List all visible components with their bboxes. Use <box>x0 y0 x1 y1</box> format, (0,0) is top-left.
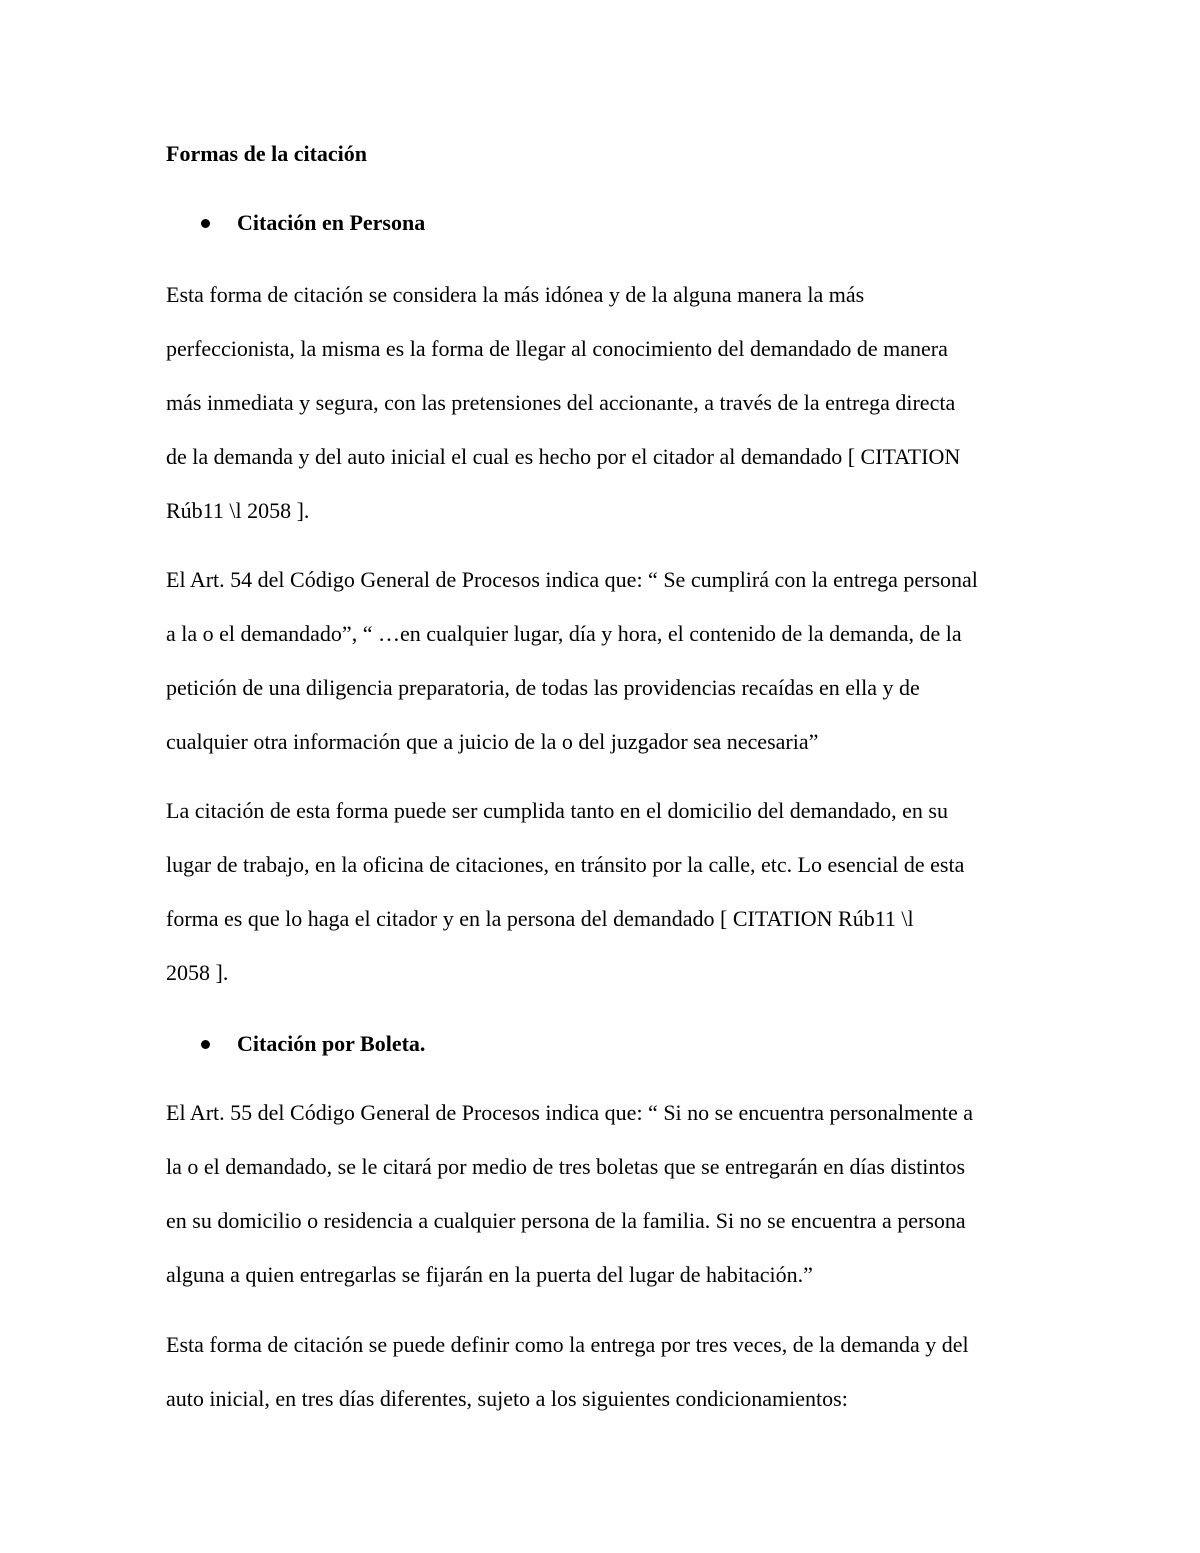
paragraph-line: a la o el demandado”, “ …en cualquier lugar, día y hora, el contenido de la demanda, de la <box>166 621 962 646</box>
paragraph-line: El Art. 54 del Código General de Procesos indica que: “ Se cumplirá con la entrega personal <box>166 567 978 592</box>
bullet-icon <box>201 1040 210 1049</box>
paragraph-line: forma es que lo haga el citador y en la persona del demandado [ CITATION Rúb11 \l <box>166 906 914 931</box>
paragraph-line: la o el demandado, se le citará por medio de tres boletas que se entregarán en días distintos <box>166 1154 966 1179</box>
paragraph-line: alguna a quien entregarlas se fijarán en la puerta del lugar de habitación.” <box>166 1262 813 1287</box>
paragraph-line: petición de una diligencia preparatoria, de todas las providencias recaídas en ella y de <box>166 675 920 700</box>
paragraph-line: El Art. 55 del Código General de Procesos indica que: “ Si no se encuentra personalmente a <box>166 1100 974 1125</box>
paragraph-line: Esta forma de citación se considera la más idónea y de la alguna manera la más <box>166 282 865 307</box>
paragraph-line: cualquier otra información que a juicio de la o del juzgador sea necesaria” <box>166 729 819 754</box>
paragraph-line: de la demanda y del auto inicial el cual es hecho por el citador al demandado [ CITATION <box>166 444 961 469</box>
bullet-icon <box>201 219 210 228</box>
paragraph-line: Esta forma de citación se puede definir como la entrega por tres veces, de la demanda y del <box>166 1332 969 1357</box>
paragraph-line: Rúb11 \l 2058 ]. <box>166 498 310 523</box>
paragraph-line: La citación de esta forma puede ser cumplida tanto en el domicilio del demandado, en su <box>166 798 948 823</box>
paragraph-line: auto inicial, en tres días diferentes, sujeto a los siguientes condicionamientos: <box>166 1386 848 1411</box>
section-title-citacion-en-persona: Citación en Persona <box>237 210 426 235</box>
paragraph-line: lugar de trabajo, en la oficina de citaciones, en tránsito por la calle, etc. Lo esencial de esta <box>166 852 965 877</box>
section-title-citacion-por-boleta: Citación por Boleta. <box>237 1031 426 1056</box>
document-heading: Formas de la citación <box>166 141 368 166</box>
paragraph-line: 2058 ]. <box>166 960 229 985</box>
paragraph-line: en su domicilio o residencia a cualquier persona de la familia. Si no se encuentra a persona <box>166 1208 966 1233</box>
paragraph-line: perfeccionista, la misma es la forma de llegar al conocimiento del demandado de manera <box>166 336 948 361</box>
paragraph-line: más inmediata y segura, con las pretensiones del accionante, a través de la entrega directa <box>166 390 956 415</box>
